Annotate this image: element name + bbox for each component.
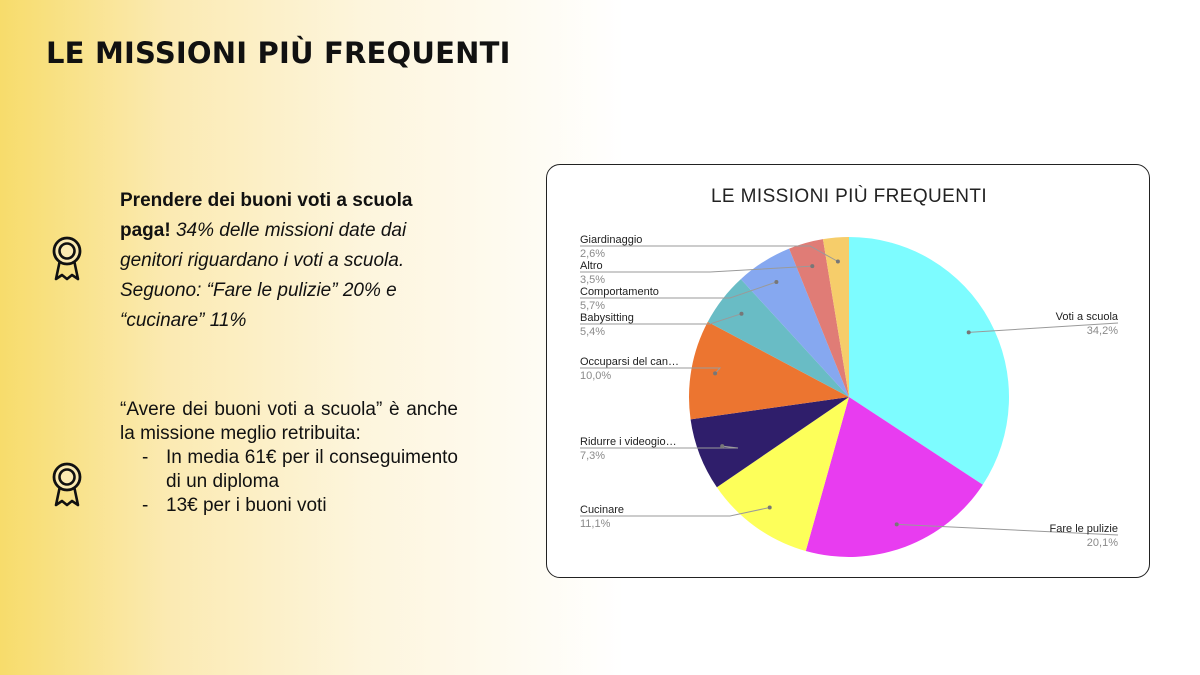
chart-title: LE MISSIONI PIÙ FREQUENTI	[710, 186, 988, 207]
medal-icon	[50, 236, 84, 282]
slice-label: Giardinaggio	[580, 234, 643, 246]
slice-label: Babysitting	[580, 312, 634, 324]
chart-card	[546, 164, 1150, 578]
slice-value-label: 5,7%	[580, 300, 606, 312]
reward-bullet: - 13€ per i buoni voti	[120, 494, 458, 518]
slice-value-label: 7,3%	[580, 450, 606, 462]
slice-value-label: 5,4%	[580, 326, 606, 338]
leader-dot	[720, 444, 724, 448]
page-title: LE MISSIONI PIÙ FREQUENTI	[46, 36, 511, 70]
highlight-text	[120, 186, 465, 336]
reward-bullet: - In media 61€ per il conseguimento di un diploma	[120, 446, 458, 494]
reward-intro: “Avere dei buoni voti a scuola” è anche la missione meglio retribuita:	[120, 399, 458, 444]
leader-dot	[740, 312, 744, 316]
leader-dot	[895, 522, 899, 526]
slice-value-label: 3,5%	[580, 274, 606, 286]
slice-label: Occuparsi del can…	[580, 356, 680, 368]
reward-text	[120, 398, 458, 518]
slice-label: Cucinare	[580, 504, 625, 516]
leader-dot	[967, 330, 971, 334]
highlight-italic: 34% delle missioni date dai genitori riguardano i voti a scuola. Seguono: “Fare le pulizie” 20% e “cucinare” 11%	[120, 220, 407, 331]
highlight-bold: Prendere dei buoni voti a scuola paga!	[120, 190, 413, 241]
slice-label: Ridurre i videogio…	[580, 436, 677, 448]
leader-dot	[836, 260, 840, 264]
slice-value-label: 20,1%	[1086, 537, 1118, 549]
slice-label: Comportamento	[580, 286, 659, 298]
leader-dot	[713, 371, 717, 375]
slice-value-label: 2,6%	[580, 248, 606, 260]
leader-dot	[768, 506, 772, 510]
slice-label: Fare le pulizie	[1049, 523, 1118, 535]
leader-dot	[774, 280, 778, 284]
slice-value-label: 34,2%	[1086, 325, 1118, 337]
reward-list	[120, 446, 458, 518]
slice-label: Altro	[580, 260, 603, 272]
pie-chart	[547, 165, 1151, 579]
slice-label: Voti a scuola	[1055, 311, 1118, 323]
leader-dot	[810, 264, 814, 268]
slice-value-label: 10,0%	[580, 370, 612, 382]
slice-value-label: 11,1%	[580, 518, 611, 530]
medal-icon	[50, 462, 84, 508]
